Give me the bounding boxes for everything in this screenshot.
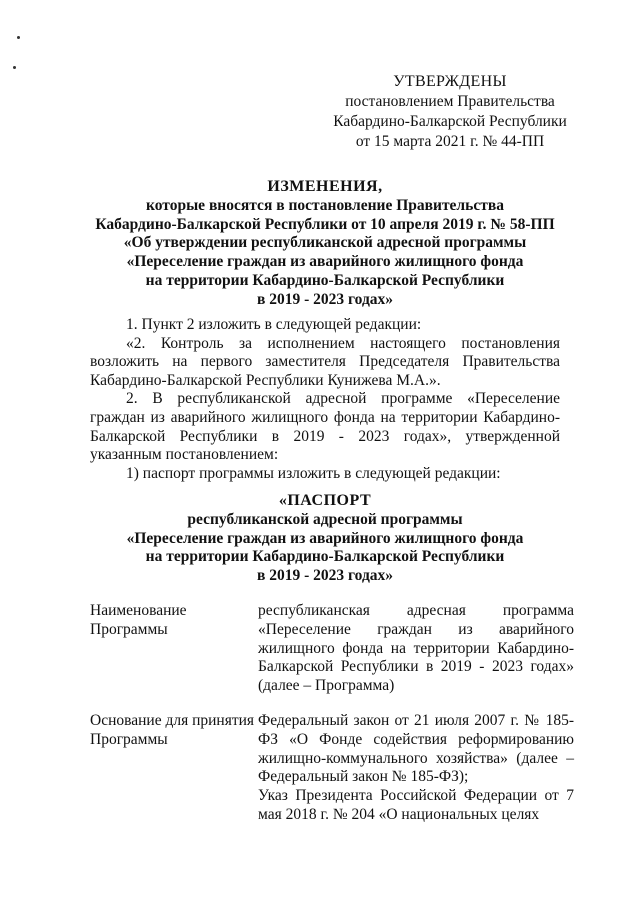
scan-speck xyxy=(17,36,20,39)
passport-line: на территории Кабардино-Балкарской Республики xyxy=(145,548,505,566)
passport-heading xyxy=(90,492,560,586)
heading-line: которые вносятся в постановление Правительства xyxy=(146,196,504,214)
passport-line: «Переселение граждан из аварийного жилищного фонда xyxy=(126,529,524,547)
row-label: Основание для принятия Программы xyxy=(90,711,255,748)
approval-title: УТВЕРЖДЕНЫ xyxy=(393,73,507,90)
heading-line: в 2019 - 2023 годах» xyxy=(256,290,394,308)
row-label: Наименование Программы xyxy=(90,602,187,638)
body-paragraph: 1. Пункт 2 изложить в следующей редакции: xyxy=(126,316,422,333)
table-row xyxy=(90,602,580,696)
row-value-text: республиканская адресная программа «Переселение граждан из аварийного жилищного фонда на территории Кабардино-Балкарской Республики в 2019 - 2023 годах» (далее – Программа) xyxy=(258,602,574,695)
row-value xyxy=(258,712,574,825)
scan-speck xyxy=(13,66,16,69)
approval-line: постановлением Правительства xyxy=(345,93,555,110)
passport-title: «ПАСПОРТ xyxy=(278,492,372,509)
heading-title: ИЗМЕНЕНИЯ, xyxy=(267,178,383,195)
passport-line: республиканской адресной программы xyxy=(187,510,463,528)
heading-line: Кабардино-Балкарской Республики от 10 апреля 2019 г. № 58-ПП xyxy=(95,215,555,233)
body-paragraph: 2. В республиканской адресной программе «Переселение граждан из аварийного жилищного фонда на территории Кабардино-Балкарской Республики в 2019 - 2023 годах», утвержденной указанным постановлением: xyxy=(90,390,560,464)
body-paragraph: 1) паспорт программы изложить в следующей редакции: xyxy=(126,464,501,482)
row-value xyxy=(258,602,574,696)
changes-heading xyxy=(90,178,560,310)
document-body xyxy=(90,316,560,483)
row-value-text: Федеральный закон от 21 июля 2007 г. № 185-ФЗ «О Фонде содействия реформированию жилищно-коммунального хозяйства» (далее – Федеральный закон № 185-ФЗ); xyxy=(258,711,574,786)
table-row xyxy=(90,712,580,825)
approval-stamp xyxy=(330,72,570,152)
passport-line: в 2019 - 2023 годах» xyxy=(256,567,394,585)
approval-date: от 15 марта 2021 г. № 44-ПП xyxy=(355,133,545,150)
body-paragraph: «2. Контроль за исполнением настоящего постановления возложить на первого заместителя Председателя Правительства Кабардино-Балкарской Республики Кунижева М.А.». xyxy=(90,334,560,389)
heading-line: на территории Кабардино-Балкарской Республики xyxy=(145,271,505,289)
heading-line: «Переселение граждан из аварийного жилищного фонда xyxy=(126,253,524,271)
passport-table xyxy=(90,602,580,841)
approval-line: Кабардино-Балкарской Республики xyxy=(333,113,567,130)
heading-line: «Об утверждении республиканской адресной программы xyxy=(123,234,527,252)
row-value-text: Указ Президента Российской Федерации от 7 мая 2018 г. № 204 «О национальных целях xyxy=(258,787,574,823)
